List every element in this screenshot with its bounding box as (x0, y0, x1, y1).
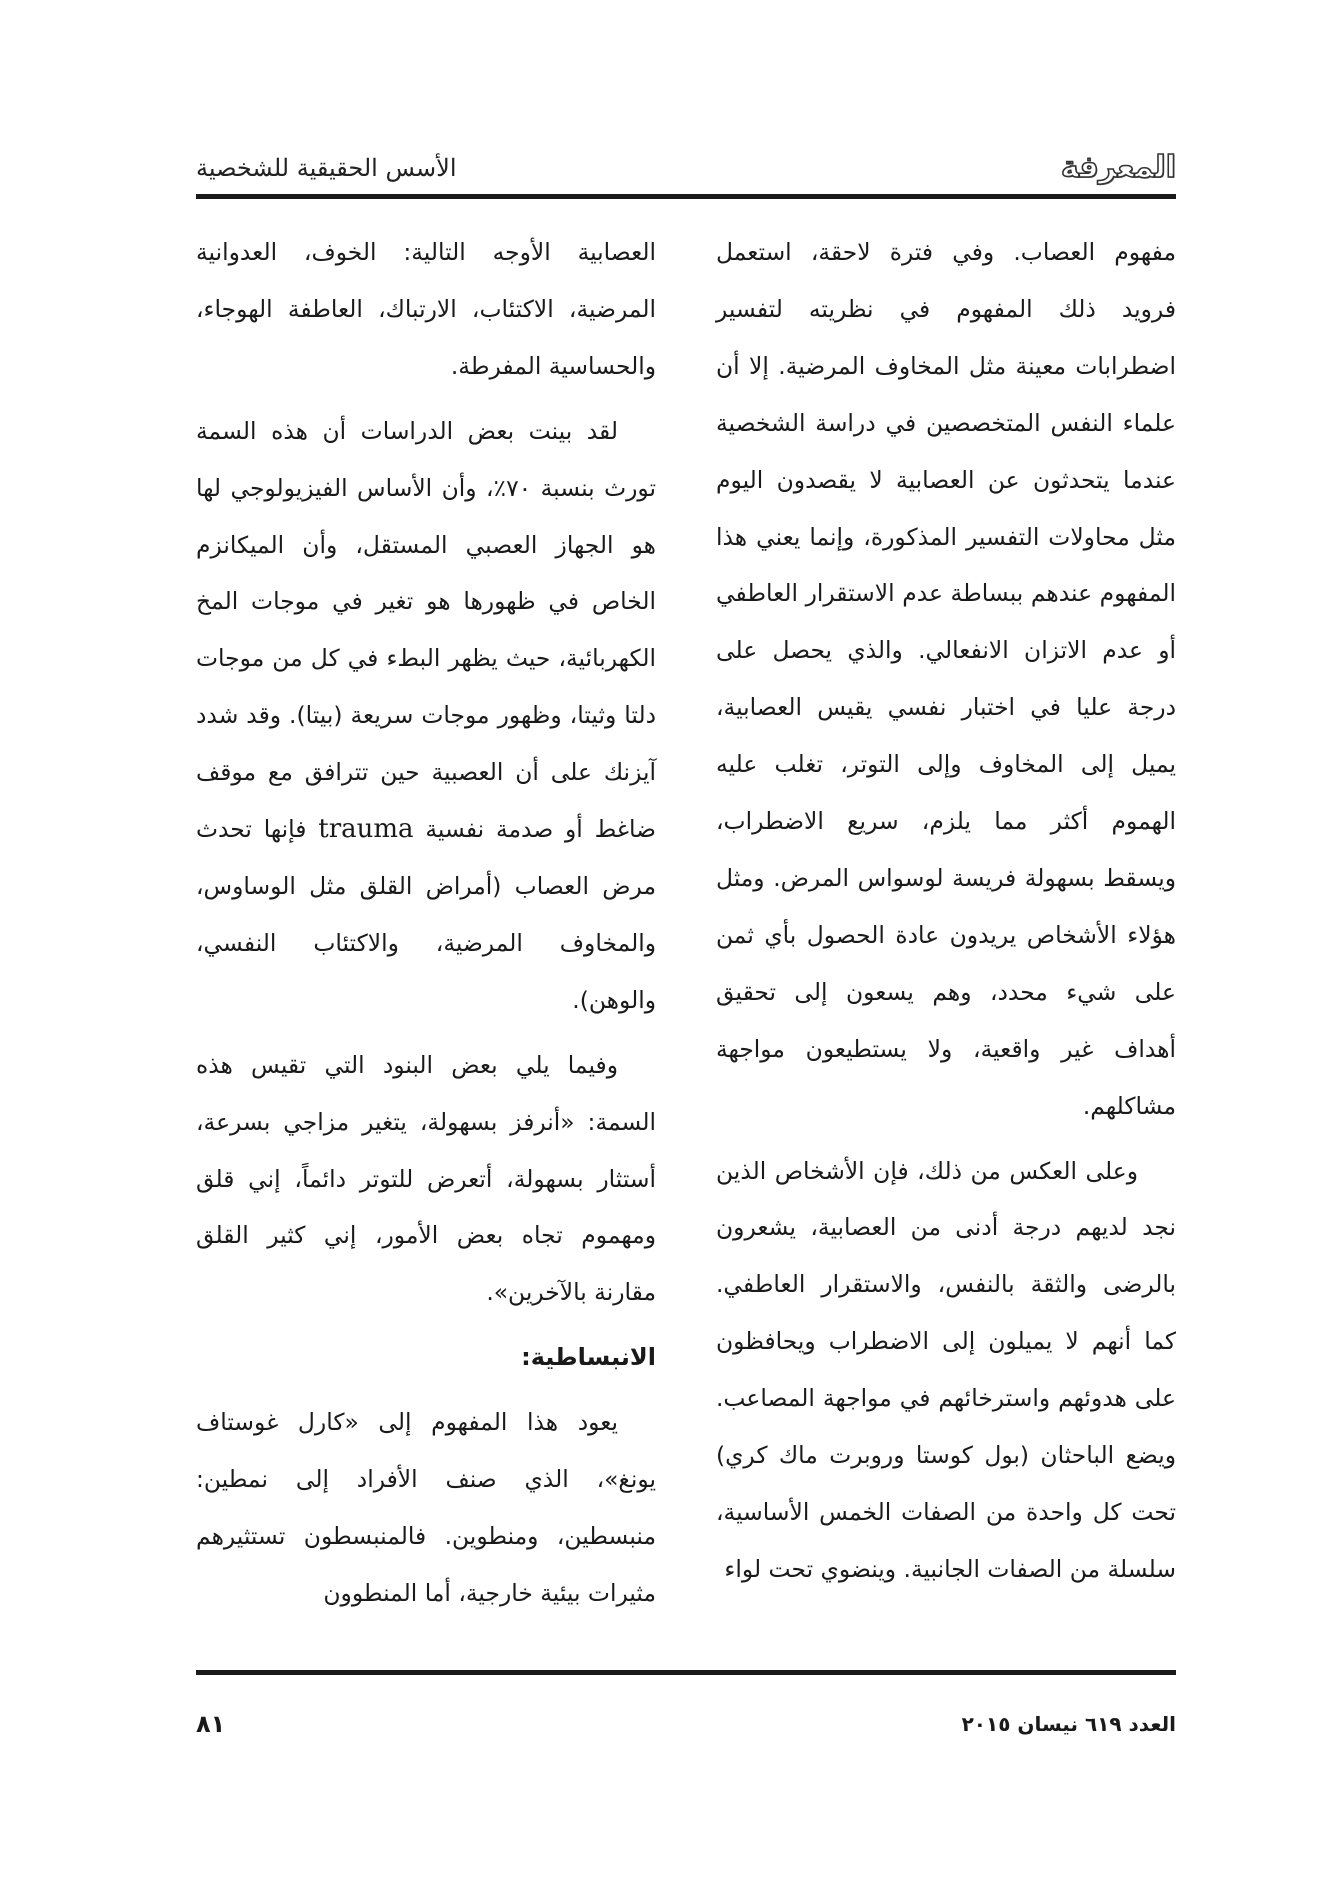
header-rule (196, 194, 1176, 199)
footer-rule (196, 1670, 1176, 1675)
left-paragraph-3: وفيما يلي بعض البنود التي تقيس هذه السمة: «أنرفز بسهولة، يتغير مزاجي بسرعة، أستثار بسهولة، أتعرض للتوتر دائماً، إني قلق ومهموم تجاه بعض الأمور، إني كثير القلق مقارنة بالآخرين». (196, 1050, 656, 1307)
left-paragraph-1: العصابية الأوجه التالية: الخوف، العدوانية المرضية، الاكتئاب، الارتباك، العاطفة الهوجاء، والحساسية المفرطة. (196, 238, 656, 380)
page-number: ٨١ (196, 1710, 226, 1738)
left-paragraph-4: يعود هذا المفهوم إلى «كارل غوستاف يونغ»، الذي صنف الأفراد إلى نمطين: منبسطين، ومنطوين. فالمنبسطون تستثيرهم مثيرات بيئية خارجية، أما المنطوون (196, 1408, 656, 1607)
running-title: الأسس الحقيقية للشخصية (196, 154, 457, 182)
right-paragraph-1: مفهوم العصاب. وفي فترة لاحقة، استعمل فرويد ذلك المفهوم في نظريته لتفسير اضطرابات معينة مثل المخاوف المرضية. إلا أن علماء النفس المتخصصين في دراسة الشخصية عندما يتحدثون عن العصابية لا يقصدون اليوم مثل محاولات التفسير المذكورة، وإنما يعني هذا المفهوم عندهم ببساطة عدم الاستقرار العاطفي أو عدم الاتزان الانفعالي. والذي يحصل على درجة عليا في اختبار نفسي يقيس العصابية، يميل إلى المخاوف وإلى التوتر، تغلب عليه الهموم أكثر مما يلزم، سريع الاضطراب، ويسقط بسهولة فريسة لوسواس المرض. ومثل هؤلاء الأشخاص يريدون عادة الحصول بأي ثمن على شيء محدد، وهم يسعون إلى تحقيق أهداف غير واقعية، ولا يستطيعون مواجهة مشاكلهم. (716, 238, 1176, 1120)
right-paragraph-2: وعلى العكس من ذلك، فإن الأشخاص الذين نجد لديهم درجة أدنى من العصابية، يشعرون بالرضى والثقة بالنفس، والاستقرار العاطفي. كما أنهم لا يميلون إلى الاضطراب ويحافظون على هدوئهم واسترخائهم في مواجهة المصاعب. ويضع الباحثان (بول كوستا وروبرت ماك كري) تحت كل واحدة من الصفات الخمس الأساسية، سلسلة من الصفات الجانبية. وينضوي تحت لواء (716, 1156, 1176, 1583)
left-paragraph-2-start: لقد بينت بعض الدراسات أن هذه السمة تورث بنسبة ٧٠٪، وأن الأساس الفيزيولوجي لها هو الجهاز العصبي المستقل، وأن الميكانزم الخاص في ظهورها هو تغير في موجات المخ الكهربائية، حيث يظهر البطء في كل من موجات دلتا وثيتا، وظهور موجات سريعة (بيتا). وقد شدد آيزنك على أن العصبية حين تترافق مع موقف ضاغط أو صدمة نفسية (196, 416, 657, 844)
left-column (196, 224, 656, 1664)
trauma-term: trauma (318, 814, 414, 845)
section-heading-extraversion: الانبساطية: (521, 1343, 656, 1372)
left-paragraph-2-end: فإنها تحدث مرض العصاب (أمراض القلق مثل الوساوس، والمخاوف المرضية، والاكتئاب النفسي، والوهن). (196, 815, 656, 1014)
right-column (716, 224, 1176, 1664)
issue-info: العدد ٦١٩ نيسان ٢٠١٥ (961, 1712, 1176, 1736)
left-paragraph-2 (196, 403, 656, 1029)
magazine-logo: المعرفة (1060, 150, 1176, 185)
